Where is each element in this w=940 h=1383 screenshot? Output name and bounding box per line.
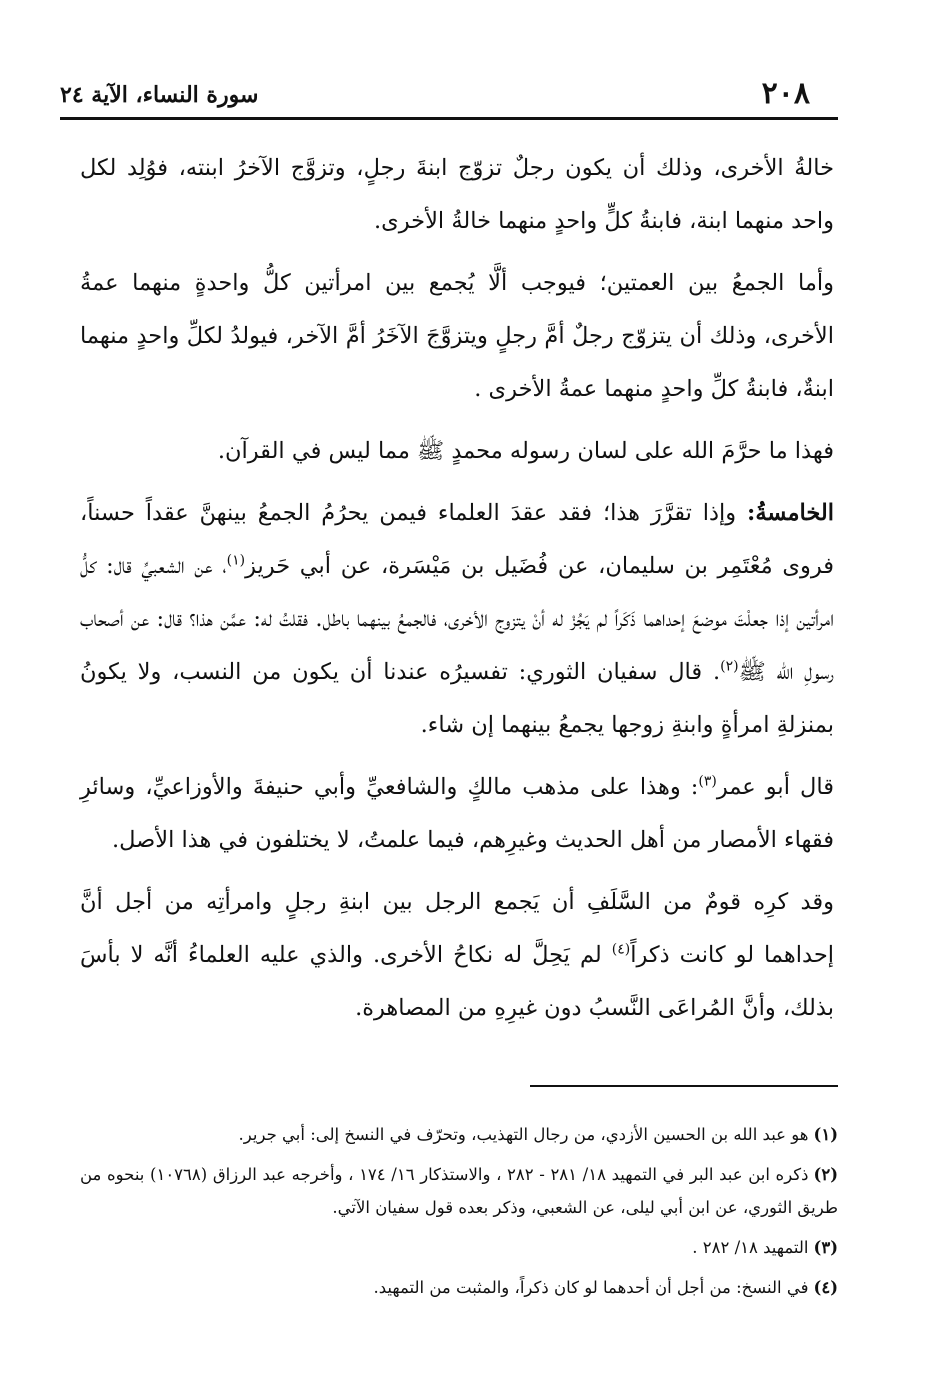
paragraph-text: وأما الجمعُ بين العمتين؛ فيوجب ألَّا يُجمع بين امرأتين كلُّ واحدةٍ منهما عمةُ الأخرى، وذلك أن يتزوّج رجلٌ أمَّ رجلٍ ويتزوَّجَ الآخَرُ أمَّ الآخر، فيولدُ لكلِّ واحدٍ منهما ابنةٌ، فابنةُ كلِّ واحدٍ منهما عمةُ الأخرى .: [80, 270, 834, 402]
paragraph-text: قال أبو عمر: [716, 774, 834, 800]
paragraph: [80, 487, 834, 752]
paragraph-text: لم يَحِلَّ له نكاحُ الأخرى. والذي عليه العلماءُ أنَّه لا بأسَ بذلك، وأنَّ المُراعَى النَّسبُ دون غيرِهِ من المصاهرة.: [80, 942, 834, 1021]
footnotes: [80, 1118, 838, 1311]
paragraph: [80, 142, 834, 248]
paragraph-text: خالةُ الأخرى، وذلك أن يكون رجلٌ تزوّج ابنةَ رجلٍ، وتزوَّج الآخرُ ابنته، فوُلِد لكل واحد منهما ابنة، فابنةُ كلٍّ واحدٍ منهما خالةُ الأخرى.: [80, 155, 834, 234]
paragraph: [80, 876, 834, 1035]
footnote-number: (١): [813, 1125, 838, 1144]
paragraph-text: وإذا تقرَّرَ هذا؛ فقد عقدَ العلماء فيمن يحرُمُ الجمعُ بينهنَّ عقداً حسناً، فروى مُعْتَمِر بن سليمان، عن فُضَيل بن مَيْسَرة، عن أبي حَريز: [80, 500, 834, 579]
footnote: [80, 1158, 838, 1224]
header-rule: [60, 117, 838, 120]
footnote-text: ذكره ابن عبد البر في التمهيد ١٨/ ٢٨١ - ٢٨٢ ، والاستذكار ١٦/ ١٧٤ ، وأخرجه عبد الرزاق (١٠٧٦٨) بنحوه من طريق الثوري، عن ابن أبي ليلى، عن الشعبي، وذكر بعده قول سفيان الآتي.: [80, 1165, 838, 1217]
footnote: [80, 1118, 838, 1151]
page-number: ٢٠٨: [761, 76, 810, 111]
footnote: [80, 1271, 838, 1304]
footnote-number: (٣): [813, 1238, 838, 1257]
footnote-ref: (٢): [720, 658, 739, 675]
paragraph-text: فهذا ما حرَّمَ الله على لسان رسوله محمدٍ ﷺ مما ليس في القرآن.: [217, 438, 834, 464]
footnote: [80, 1231, 838, 1264]
main-text: [80, 142, 834, 1044]
paragraph-text: : وهذا على مذهب مالكٍ والشافعيِّ وأبي حنيفةَ والأوزاعيِّ، وسائرِ فقهاء الأمصار من أهل الحديث وغيرِهم، فيما علمتُ، لا يختلفون في هذا الأصل.: [80, 774, 834, 853]
paragraph-text: ، عن الشعبيِّ قال: كلُّ امرأتين إذا جعلْتَ موضعَ إحداهما ذَكَراً لم يَجُزْ له أنْ يتزوج الأخرى، فالجمعُ بينهما باطل. فقلتُ له: عمَّن هذا؟ قال: عن أصحاب رسولِ الله ﷺ: [80, 553, 835, 685]
running-title: سورة النساء، الآية ٢٤: [60, 82, 259, 108]
page-header: [60, 70, 838, 118]
paragraph: [80, 257, 834, 416]
footnote-number: (٢): [813, 1165, 839, 1184]
footnote-ref: (١): [226, 552, 246, 569]
footnote-text: هو عبد الله بن الحسين الأزدي، من رجال التهذيب، وتحرّف في النسخ إلى: أبي جرير.: [238, 1125, 809, 1144]
footnote-separator: [530, 1085, 838, 1087]
section-lead: الخامسةُ:: [747, 500, 834, 526]
footnote-number: (٤): [813, 1278, 838, 1297]
paragraph: [80, 761, 834, 867]
paragraph-text: وقد كرِه قومٌ من السَّلَفِ أن يَجمع الرجل بين ابنةِ رجلٍ وامرأتِه من أجل أنَّ إحداهما لو كانت ذكراً: [80, 889, 834, 968]
paragraph: [80, 425, 834, 478]
footnote-text: التمهيد ١٨/ ٢٨٢ .: [692, 1238, 809, 1257]
footnote-ref: (٤): [611, 941, 631, 958]
footnote-ref: (٣): [698, 773, 717, 790]
paragraph-text: . قال سفيان الثوري: تفسيرُه عندنا أن يكون من النسب، ولا يكونُ بمنزلةِ امرأةٍ وابنةِ زوجها يجمعُ بينهما إن شاء.: [80, 659, 834, 738]
footnote-text: في النسخ: من أجل أن أحدهما لو كان ذكراً، والمثبت من التمهيد.: [373, 1278, 809, 1297]
